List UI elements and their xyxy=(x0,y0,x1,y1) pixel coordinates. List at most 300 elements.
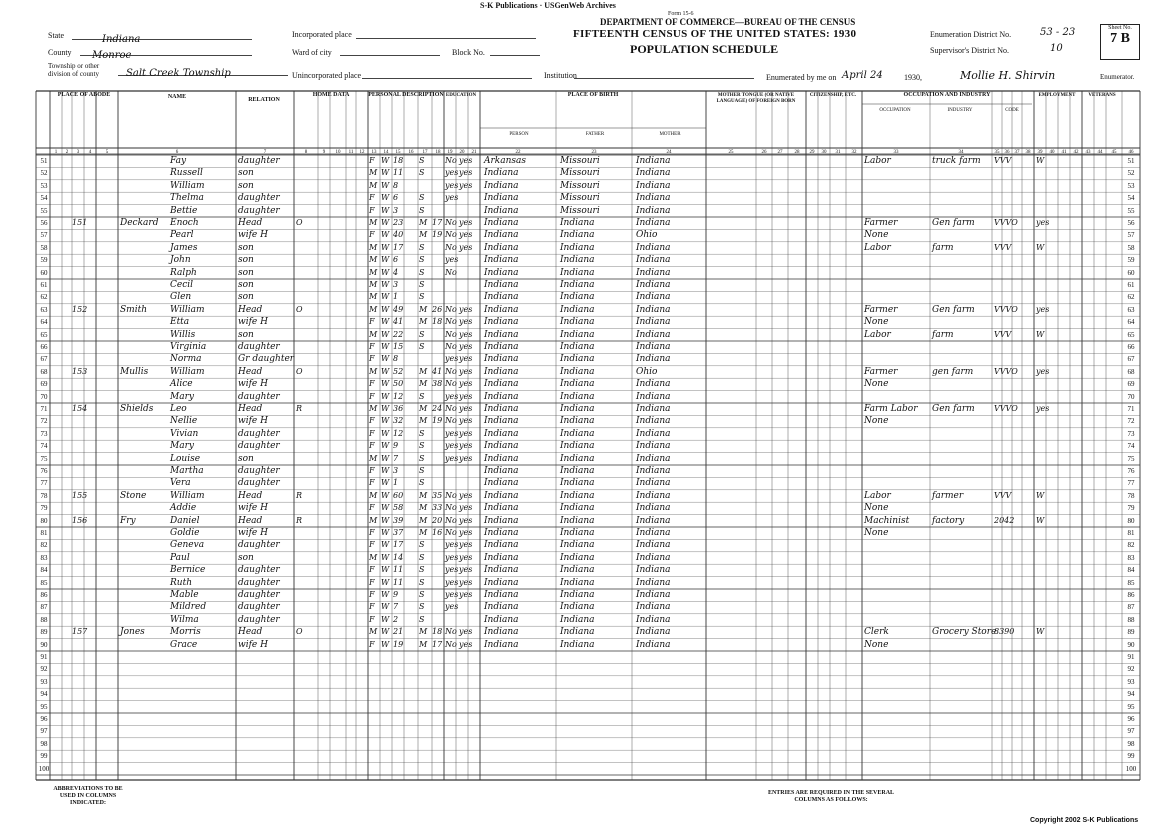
given-name: Goldie xyxy=(170,528,200,538)
footer-abbrev-title: ABBREVIATIONS TO BE USED IN COLUMNS INDICATED: xyxy=(53,786,123,806)
employment-class: W xyxy=(1036,490,1045,500)
row-number: 92 xyxy=(40,665,48,674)
can-read: yes xyxy=(459,428,473,438)
birthplace-mother: Indiana xyxy=(636,466,671,476)
race: W xyxy=(381,441,390,451)
birthplace-mother: Indiana xyxy=(636,391,671,402)
race: W xyxy=(381,590,390,599)
supervisor-value: 10 xyxy=(1050,43,1063,54)
marital-status: S xyxy=(419,453,425,463)
dwelling-number: 152 xyxy=(72,304,88,314)
relation: daughter xyxy=(238,156,280,166)
sex: M xyxy=(369,242,378,252)
birthplace-father: Indiana xyxy=(560,602,595,613)
can-read: yes xyxy=(459,552,473,562)
birthplace-person: Indiana xyxy=(484,602,519,613)
age: 8 xyxy=(393,354,399,364)
attended-school: yes xyxy=(445,193,459,203)
occupation: Farmer xyxy=(864,366,898,377)
attended-school: No xyxy=(445,416,457,426)
age: 39 xyxy=(393,515,404,525)
race: W xyxy=(381,639,390,649)
row-number: 71 xyxy=(40,405,48,413)
age-at-marriage: 41 xyxy=(432,366,443,376)
sex: F xyxy=(369,540,375,550)
birthplace-person: Indiana xyxy=(484,627,519,638)
industry: factory xyxy=(932,515,965,526)
birthplace-person: Indiana xyxy=(484,267,519,278)
sheet-label: Sheet No. xyxy=(1108,25,1132,31)
attended-school: No xyxy=(445,329,457,339)
column-number: 38 xyxy=(1025,149,1031,155)
column-number: 23 xyxy=(591,149,597,155)
birthplace-person: Indiana xyxy=(484,230,519,241)
sex: M xyxy=(369,218,378,227)
column-number: 24 xyxy=(666,149,672,155)
race: W xyxy=(381,565,390,575)
ward-label: Ward of city xyxy=(292,48,332,57)
can-read: yes xyxy=(459,416,473,426)
given-name: Alice xyxy=(170,379,193,390)
row-number-right: 76 xyxy=(1127,467,1135,475)
birthplace-father: Indiana xyxy=(560,379,595,390)
relation: daughter xyxy=(238,205,280,216)
can-read: yes xyxy=(459,490,473,500)
row-number-right: 71 xyxy=(1127,405,1135,413)
row-number: 99 xyxy=(40,752,48,761)
birthplace-person: Indiana xyxy=(484,292,519,303)
occupation: None xyxy=(864,639,889,650)
row-number-right: 97 xyxy=(1127,727,1135,736)
row-number-right: 89 xyxy=(1127,628,1135,637)
birthplace-mother: Indiana xyxy=(636,354,671,365)
attended-school: yes xyxy=(445,540,459,550)
row-number: 78 xyxy=(40,491,48,500)
row-number-right: 95 xyxy=(1127,702,1135,711)
age: 12 xyxy=(393,391,404,401)
marital-status: M xyxy=(419,379,428,389)
marital-status: S xyxy=(419,193,425,203)
row-number: 97 xyxy=(40,727,48,736)
given-name: Geneva xyxy=(170,540,205,551)
birthplace-mother: Indiana xyxy=(636,329,671,340)
marital-status: S xyxy=(419,478,425,488)
birthplace-father: Indiana xyxy=(560,242,595,253)
race: W xyxy=(381,255,390,265)
birthplace-person: Indiana xyxy=(484,490,519,501)
row-number-right: 60 xyxy=(1127,268,1135,277)
sex: F xyxy=(369,503,375,513)
can-read: yes xyxy=(459,639,473,649)
race: W xyxy=(381,342,390,351)
employment-class: yes xyxy=(1036,218,1050,227)
row-number-right: 65 xyxy=(1127,330,1135,339)
sex: F xyxy=(369,614,375,624)
birthplace-person: Indiana xyxy=(484,168,519,179)
sex: M xyxy=(369,280,378,289)
birthplace-mother: Indiana xyxy=(636,304,671,315)
marital-status: S xyxy=(419,565,425,575)
birthplace-mother: Indiana xyxy=(636,267,671,278)
attended-school: yes xyxy=(445,428,459,438)
sex: F xyxy=(369,354,375,364)
relation: daughter xyxy=(238,342,280,352)
given-name: Pearl xyxy=(170,230,194,241)
race: W xyxy=(381,168,390,178)
column-number: 46 xyxy=(1128,149,1134,155)
attended-school: No xyxy=(445,156,457,165)
birthplace-person: Indiana xyxy=(484,528,519,538)
given-name: Nellie xyxy=(170,416,198,427)
age: 7 xyxy=(393,453,399,463)
marital-status: M xyxy=(419,503,428,513)
row-number-right: 99 xyxy=(1127,752,1135,761)
row-number-right: 91 xyxy=(1127,653,1135,661)
race: W xyxy=(381,478,390,488)
attended-school: No xyxy=(445,627,457,637)
birthplace-mother: Indiana xyxy=(636,379,671,390)
township-label: Township or other division of county xyxy=(48,62,100,78)
column-number: 2 xyxy=(65,149,69,155)
header-relation: RELATION xyxy=(248,97,280,103)
row-number-right: 80 xyxy=(1127,516,1135,525)
attended-school: yes xyxy=(445,255,459,265)
sex: F xyxy=(369,342,375,351)
sex: M xyxy=(369,255,378,265)
sheet-value: 7 B xyxy=(1110,31,1130,46)
attended-school: yes xyxy=(445,590,459,599)
header-education: EDUCATION xyxy=(445,93,477,98)
relation: son xyxy=(238,453,254,464)
industry: Gen farm xyxy=(932,218,975,228)
row-number: 100 xyxy=(38,764,50,773)
can-read: yes xyxy=(459,453,473,463)
given-name: Bettie xyxy=(170,205,198,216)
column-number: 20 xyxy=(459,149,465,155)
birthplace-father: Indiana xyxy=(560,230,595,241)
birthplace-father: Indiana xyxy=(560,317,595,328)
age: 17 xyxy=(393,540,404,550)
occupation: None xyxy=(864,317,889,328)
row-number: 59 xyxy=(40,256,48,265)
occupation: None xyxy=(864,416,889,427)
birthplace-person: Indiana xyxy=(484,478,519,489)
birthplace-mother: Indiana xyxy=(636,590,671,600)
row-number-right: 94 xyxy=(1127,690,1135,699)
row-number: 95 xyxy=(40,702,48,711)
race: W xyxy=(381,230,390,240)
column-number: 25 xyxy=(728,149,734,155)
can-read: yes xyxy=(459,590,473,599)
incorporated-label: Incorporated place xyxy=(292,30,352,39)
birthplace-father: Indiana xyxy=(560,540,595,551)
occupation-code: VVVO xyxy=(994,218,1018,227)
relation: son xyxy=(238,255,254,266)
header-veterans: VETERANS xyxy=(1088,93,1116,98)
birthplace-mother: Indiana xyxy=(636,503,671,514)
birthplace-person: Indiana xyxy=(484,503,519,514)
given-name: Ruth xyxy=(170,577,192,588)
age: 41 xyxy=(393,317,404,327)
row-number: 80 xyxy=(40,516,48,525)
sex: M xyxy=(369,329,378,339)
employment-class: yes xyxy=(1036,304,1050,314)
race: W xyxy=(381,466,390,475)
age: 17 xyxy=(393,242,404,252)
industry: gen farm xyxy=(932,366,974,377)
institution-label: Institution xyxy=(544,71,577,80)
age-at-marriage: 19 xyxy=(432,416,443,426)
attended-school: No xyxy=(445,528,457,537)
row-number: 70 xyxy=(40,392,48,401)
attended-school: No xyxy=(445,490,457,500)
sex: F xyxy=(369,416,375,426)
row-number-right: 90 xyxy=(1127,640,1135,649)
relation: son xyxy=(238,329,254,340)
column-number: 9 xyxy=(322,149,326,155)
marital-status: S xyxy=(419,255,425,265)
age: 3 xyxy=(393,205,399,215)
row-number: 89 xyxy=(40,628,48,637)
given-name: Cecil xyxy=(170,280,194,290)
birthplace-mother: Indiana xyxy=(636,577,671,588)
age: 4 xyxy=(393,267,399,277)
sex: F xyxy=(369,205,375,215)
industry: Grocery Store xyxy=(932,627,997,638)
given-name: Addie xyxy=(170,503,197,514)
column-number: 1 xyxy=(54,149,58,155)
column-number: 33 xyxy=(893,149,899,155)
row-number-right: 64 xyxy=(1127,318,1135,327)
marital-status: S xyxy=(419,552,425,562)
birthplace-mother: Indiana xyxy=(636,180,671,191)
attended-school: No xyxy=(445,404,457,413)
marital-status: S xyxy=(419,205,425,215)
birthplace-father: Indiana xyxy=(560,280,595,290)
can-read: yes xyxy=(459,342,473,351)
age-at-marriage: 20 xyxy=(432,515,443,525)
race: W xyxy=(381,490,390,500)
race: W xyxy=(381,218,390,227)
enum-district-label: Enumeration District No. xyxy=(930,30,1012,39)
enumerated-year: 1930, xyxy=(904,73,922,82)
birthplace-father: Indiana xyxy=(560,528,595,538)
sex: M xyxy=(369,627,378,637)
marital-status: S xyxy=(419,590,425,599)
birthplace-mother: Indiana xyxy=(636,416,671,427)
row-number: 87 xyxy=(40,603,48,612)
birthplace-person: Indiana xyxy=(484,317,519,328)
can-read: yes xyxy=(459,304,473,314)
attended-school: No xyxy=(445,230,457,240)
age: 36 xyxy=(393,404,404,413)
given-name: Willis xyxy=(170,329,196,340)
birthplace-person: Indiana xyxy=(484,441,519,452)
can-read: yes xyxy=(459,242,473,252)
attended-school: yes xyxy=(445,180,459,190)
given-name: Martha xyxy=(170,466,204,476)
header-place-of-abode: PLACE OF ABODE xyxy=(57,92,111,98)
column-number: 37 xyxy=(1014,149,1020,155)
row-number-right: 92 xyxy=(1127,665,1135,674)
marital-status: M xyxy=(419,230,428,240)
column-number: 22 xyxy=(515,149,521,155)
birthplace-mother: Indiana xyxy=(636,528,671,538)
relation: wife H xyxy=(238,639,268,650)
relation: son xyxy=(238,180,254,191)
industry: truck farm xyxy=(932,156,981,166)
row-number: 75 xyxy=(40,454,48,463)
county-value: Monroe xyxy=(92,50,132,61)
occupation-code: VVV xyxy=(994,242,1012,252)
home-tenure: R xyxy=(296,515,303,525)
row-number: 65 xyxy=(40,330,48,339)
birthplace-mother: Ohio xyxy=(636,366,658,377)
given-name: Mable xyxy=(170,590,199,600)
birthplace-father: Indiana xyxy=(560,292,595,303)
employment-class: yes xyxy=(1036,366,1050,376)
surname: Shields xyxy=(120,404,154,414)
can-read: yes xyxy=(459,329,473,339)
relation: daughter xyxy=(238,466,280,476)
row-number-right: 78 xyxy=(1127,491,1135,500)
given-name: Daniel xyxy=(170,515,200,526)
given-name: Mildred xyxy=(170,602,207,613)
employment-class: W xyxy=(1036,329,1045,339)
birthplace-person: Indiana xyxy=(484,391,519,402)
relation: son xyxy=(238,280,254,290)
age: 40 xyxy=(393,230,404,240)
can-read: yes xyxy=(459,404,473,413)
column-number: 3 xyxy=(76,149,80,155)
row-number-right: 74 xyxy=(1127,442,1135,451)
relation: wife H xyxy=(238,528,268,538)
can-read: yes xyxy=(459,156,473,165)
age: 9 xyxy=(393,441,399,451)
attended-school: No xyxy=(445,366,457,376)
given-name: Louise xyxy=(170,453,201,464)
can-read: yes xyxy=(459,168,473,178)
relation: son xyxy=(238,267,254,278)
birthplace-father: Indiana xyxy=(560,441,595,452)
row-number-right: 58 xyxy=(1127,243,1135,252)
county-label: County xyxy=(48,48,72,57)
enumerator-name: Mollie H. Shirvin xyxy=(960,69,1056,82)
birthplace-father: Indiana xyxy=(560,304,595,315)
row-number: 67 xyxy=(40,355,48,364)
row-number: 86 xyxy=(40,591,48,599)
relation: Head xyxy=(238,515,263,526)
attended-school: No xyxy=(445,304,457,314)
birthplace-mother: Indiana xyxy=(636,515,671,526)
occupation: Labor xyxy=(864,156,891,166)
can-read: yes xyxy=(459,627,473,637)
age-at-marriage: 17 xyxy=(432,218,443,227)
birthplace-person: Indiana xyxy=(484,180,519,191)
relation: Gr daughter xyxy=(238,354,295,365)
relation: daughter xyxy=(238,193,280,204)
relation: Head xyxy=(238,627,263,638)
race: W xyxy=(381,528,390,537)
column-number: 17 xyxy=(422,149,428,155)
age: 11 xyxy=(393,565,404,575)
birthplace-mother: Indiana xyxy=(636,404,671,414)
given-name: Mary xyxy=(170,441,194,452)
marital-status: M xyxy=(419,515,428,525)
row-number: 85 xyxy=(40,578,48,587)
birthplace-father: Indiana xyxy=(560,503,595,514)
birthplace-father: Missouri xyxy=(560,168,600,179)
age: 32 xyxy=(393,416,404,426)
row-number-right: 70 xyxy=(1127,392,1135,401)
copyright: Copyright 2002 S-K Publications xyxy=(1030,817,1139,824)
given-name: Thelma xyxy=(170,193,204,204)
age: 6 xyxy=(393,193,399,203)
race: W xyxy=(381,317,390,327)
attended-school: yes xyxy=(445,354,459,364)
birthplace-mother: Indiana xyxy=(636,255,671,266)
column-number: 14 xyxy=(383,149,389,155)
dwelling-number: 156 xyxy=(72,515,88,525)
sex: F xyxy=(369,577,375,587)
marital-status: M xyxy=(419,490,428,500)
sex: F xyxy=(369,317,375,327)
birthplace-person: Indiana xyxy=(484,614,519,625)
marital-status: M xyxy=(419,627,428,637)
race: W xyxy=(381,267,390,277)
attended-school: No xyxy=(445,503,457,513)
can-read: yes xyxy=(459,354,473,364)
race: W xyxy=(381,329,390,339)
enumerator-suffix: Enumerator. xyxy=(1100,73,1135,81)
relation: daughter xyxy=(238,565,280,576)
birthplace-mother: Indiana xyxy=(636,602,671,613)
relation: son xyxy=(238,292,254,303)
marital-status: S xyxy=(419,428,425,438)
race: W xyxy=(381,614,390,624)
birthplace-father: Indiana xyxy=(560,565,595,576)
birthplace-father: Indiana xyxy=(560,590,595,600)
age: 58 xyxy=(393,503,404,513)
column-number: 34 xyxy=(958,149,964,155)
age: 23 xyxy=(393,218,404,227)
race: W xyxy=(381,304,390,314)
birthplace-mother: Indiana xyxy=(636,565,671,576)
row-number: 82 xyxy=(40,541,48,550)
given-name: Morris xyxy=(170,627,201,638)
row-number-right: 82 xyxy=(1127,541,1135,550)
marital-status: M xyxy=(419,416,428,426)
age: 2 xyxy=(393,614,399,624)
birthplace-mother: Indiana xyxy=(636,441,671,452)
row-number-right: 52 xyxy=(1127,169,1135,178)
birthplace-father: Indiana xyxy=(560,391,595,402)
column-number: 29 xyxy=(809,149,815,155)
age: 3 xyxy=(393,466,399,475)
race: W xyxy=(381,391,390,401)
age: 22 xyxy=(393,329,404,339)
birthplace-person: Indiana xyxy=(484,242,519,253)
can-read: yes xyxy=(459,441,473,451)
can-read: yes xyxy=(459,218,473,227)
birthplace-mother: Indiana xyxy=(636,639,671,650)
home-tenure: O xyxy=(296,304,303,314)
occupation: None xyxy=(864,528,889,538)
race: W xyxy=(381,503,390,513)
given-name: Russell xyxy=(170,168,203,179)
attended-school: No xyxy=(445,515,457,525)
subheader-occupation: OCCUPATION xyxy=(879,108,911,113)
